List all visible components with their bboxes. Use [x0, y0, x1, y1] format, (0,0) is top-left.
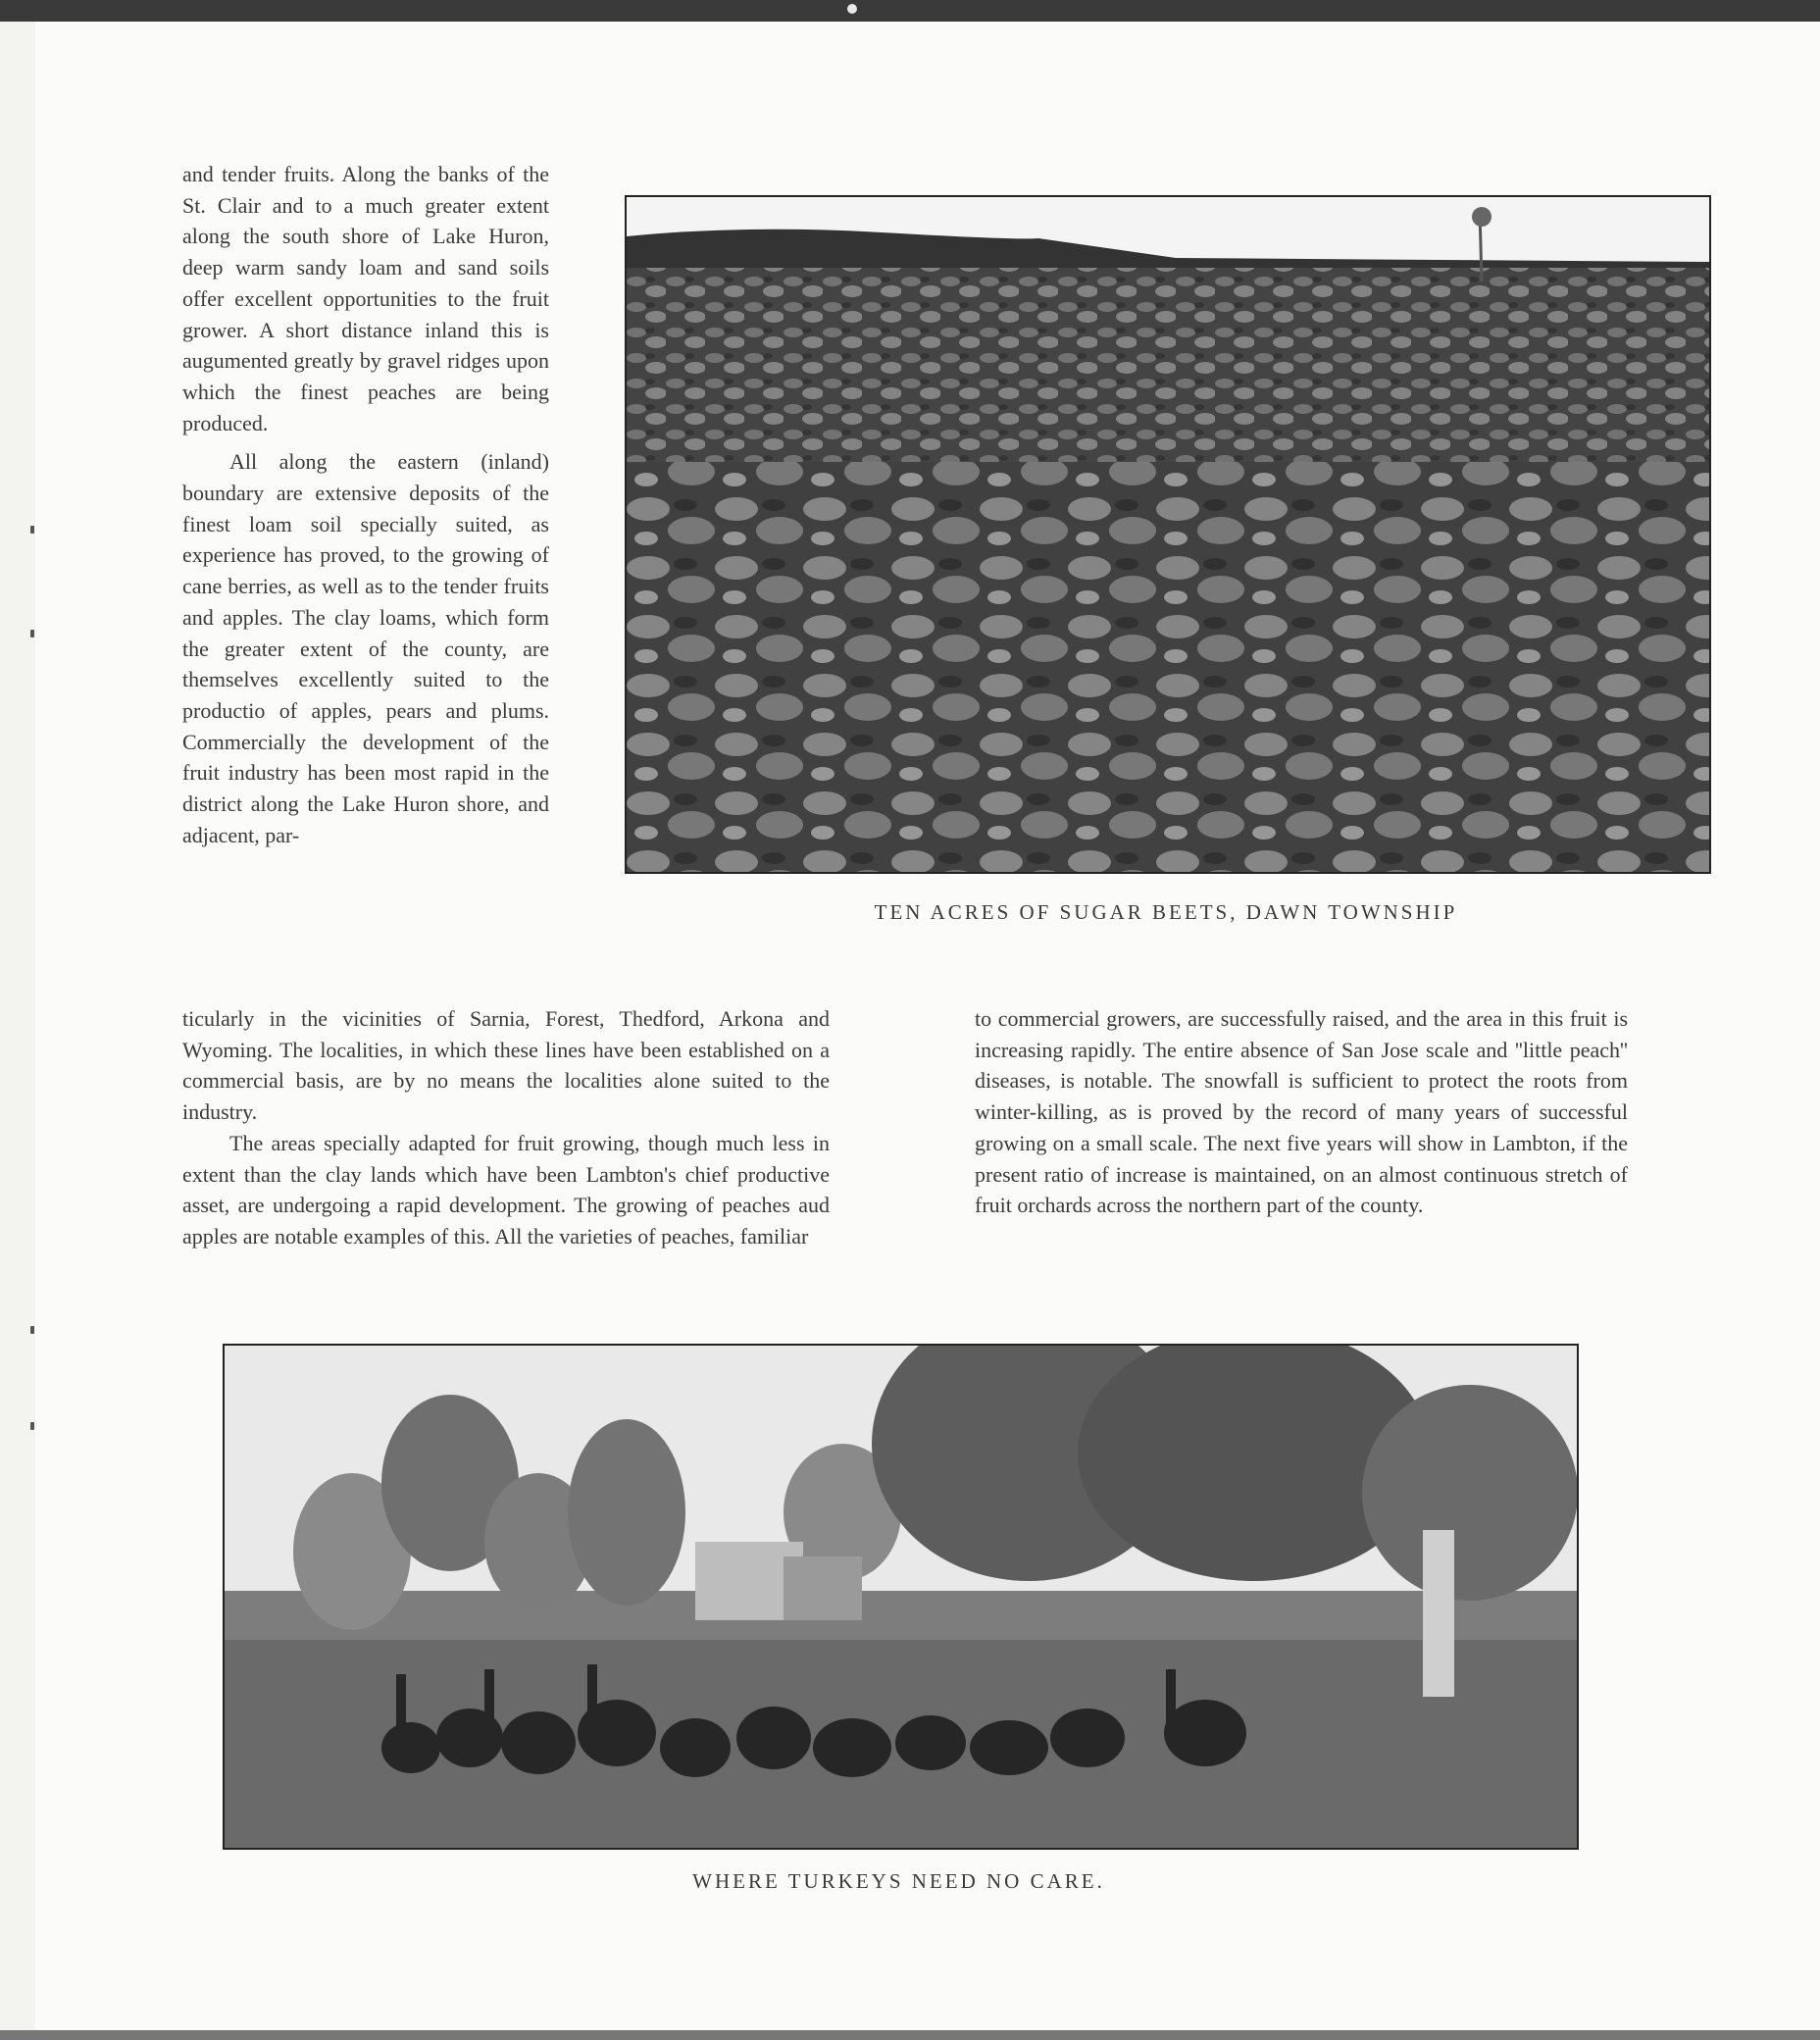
turkeys-photo [223, 1344, 1579, 1850]
text-column-right [975, 1003, 1628, 1221]
text-column-narrow [182, 159, 549, 850]
binding-hole [847, 4, 857, 14]
text-column-left [182, 1003, 830, 1252]
document-page [35, 22, 1820, 2030]
sugar-beets-photo [625, 195, 1711, 874]
paragraph: to commercial growers, are successfully raised, and the area in this fruit is increasing rapidly. The entire absence of San Jose scale and ''little peach'' diseases, is notable. The snowfall is sufficient to protect the roots from winter-killing, as is proved by the record of many years of successful growing on a small scale. The next five years will show in Lambton, if the present ratio of increase is maintained, on an almost continuous stretch of fruit orchards across the northern part of the county. [975, 1006, 1628, 1218]
paragraph: The areas specially adapted for fruit growing, though much less in extent than the clay lands which have been Lambton's chief productive asset, are undergoing a rapid development. The growing of peaches aud apples are notable examples of this. All the varieties of peaches, familiar [182, 1130, 830, 1249]
bottom-border [0, 2030, 1820, 2040]
paragraph: ticularly in the vicinities of Sarnia, Forest, Thedford, Arkona and Wyoming. The localities, in which these lines have been established on a commercial basis, are by no means the localities alone suited to the industry. [182, 1006, 830, 1125]
paragraph: and tender fruits. Along the banks of the St. Clair and to a much greater extent along the south shore of Lake Huron, deep warm sandy loam and sand soils offer excellent opportunities to the fruit grower. A short distance inland this is augumented greatly by gravel ridges upon which the finest peaches are being produced. [182, 162, 549, 435]
paragraph: All along the eastern (inland) boundary are extensive deposits of the finest loam soil specially suited, as experience has proved, to the growing of cane berries, as well as to the tender fruits and apples. The clay loams, which form the greater extent of the county, are themselves excellently suited to the productio of apples, pears and plums. Commercially the development of the fruit industry has been most rapid in the district along the Lake Huron shore, and adjacent, par- [182, 449, 549, 847]
beets-caption: TEN ACRES OF SUGAR BEETS, DAWN TOWNSHIP [874, 900, 1458, 924]
turkeys-caption: WHERE TURKEYS NEED NO CARE. [692, 1869, 1105, 1893]
margin-mark [30, 1326, 34, 1334]
top-border [0, 0, 1820, 22]
margin-mark [30, 1422, 34, 1430]
margin-mark [30, 526, 34, 534]
margin-mark [30, 630, 34, 638]
